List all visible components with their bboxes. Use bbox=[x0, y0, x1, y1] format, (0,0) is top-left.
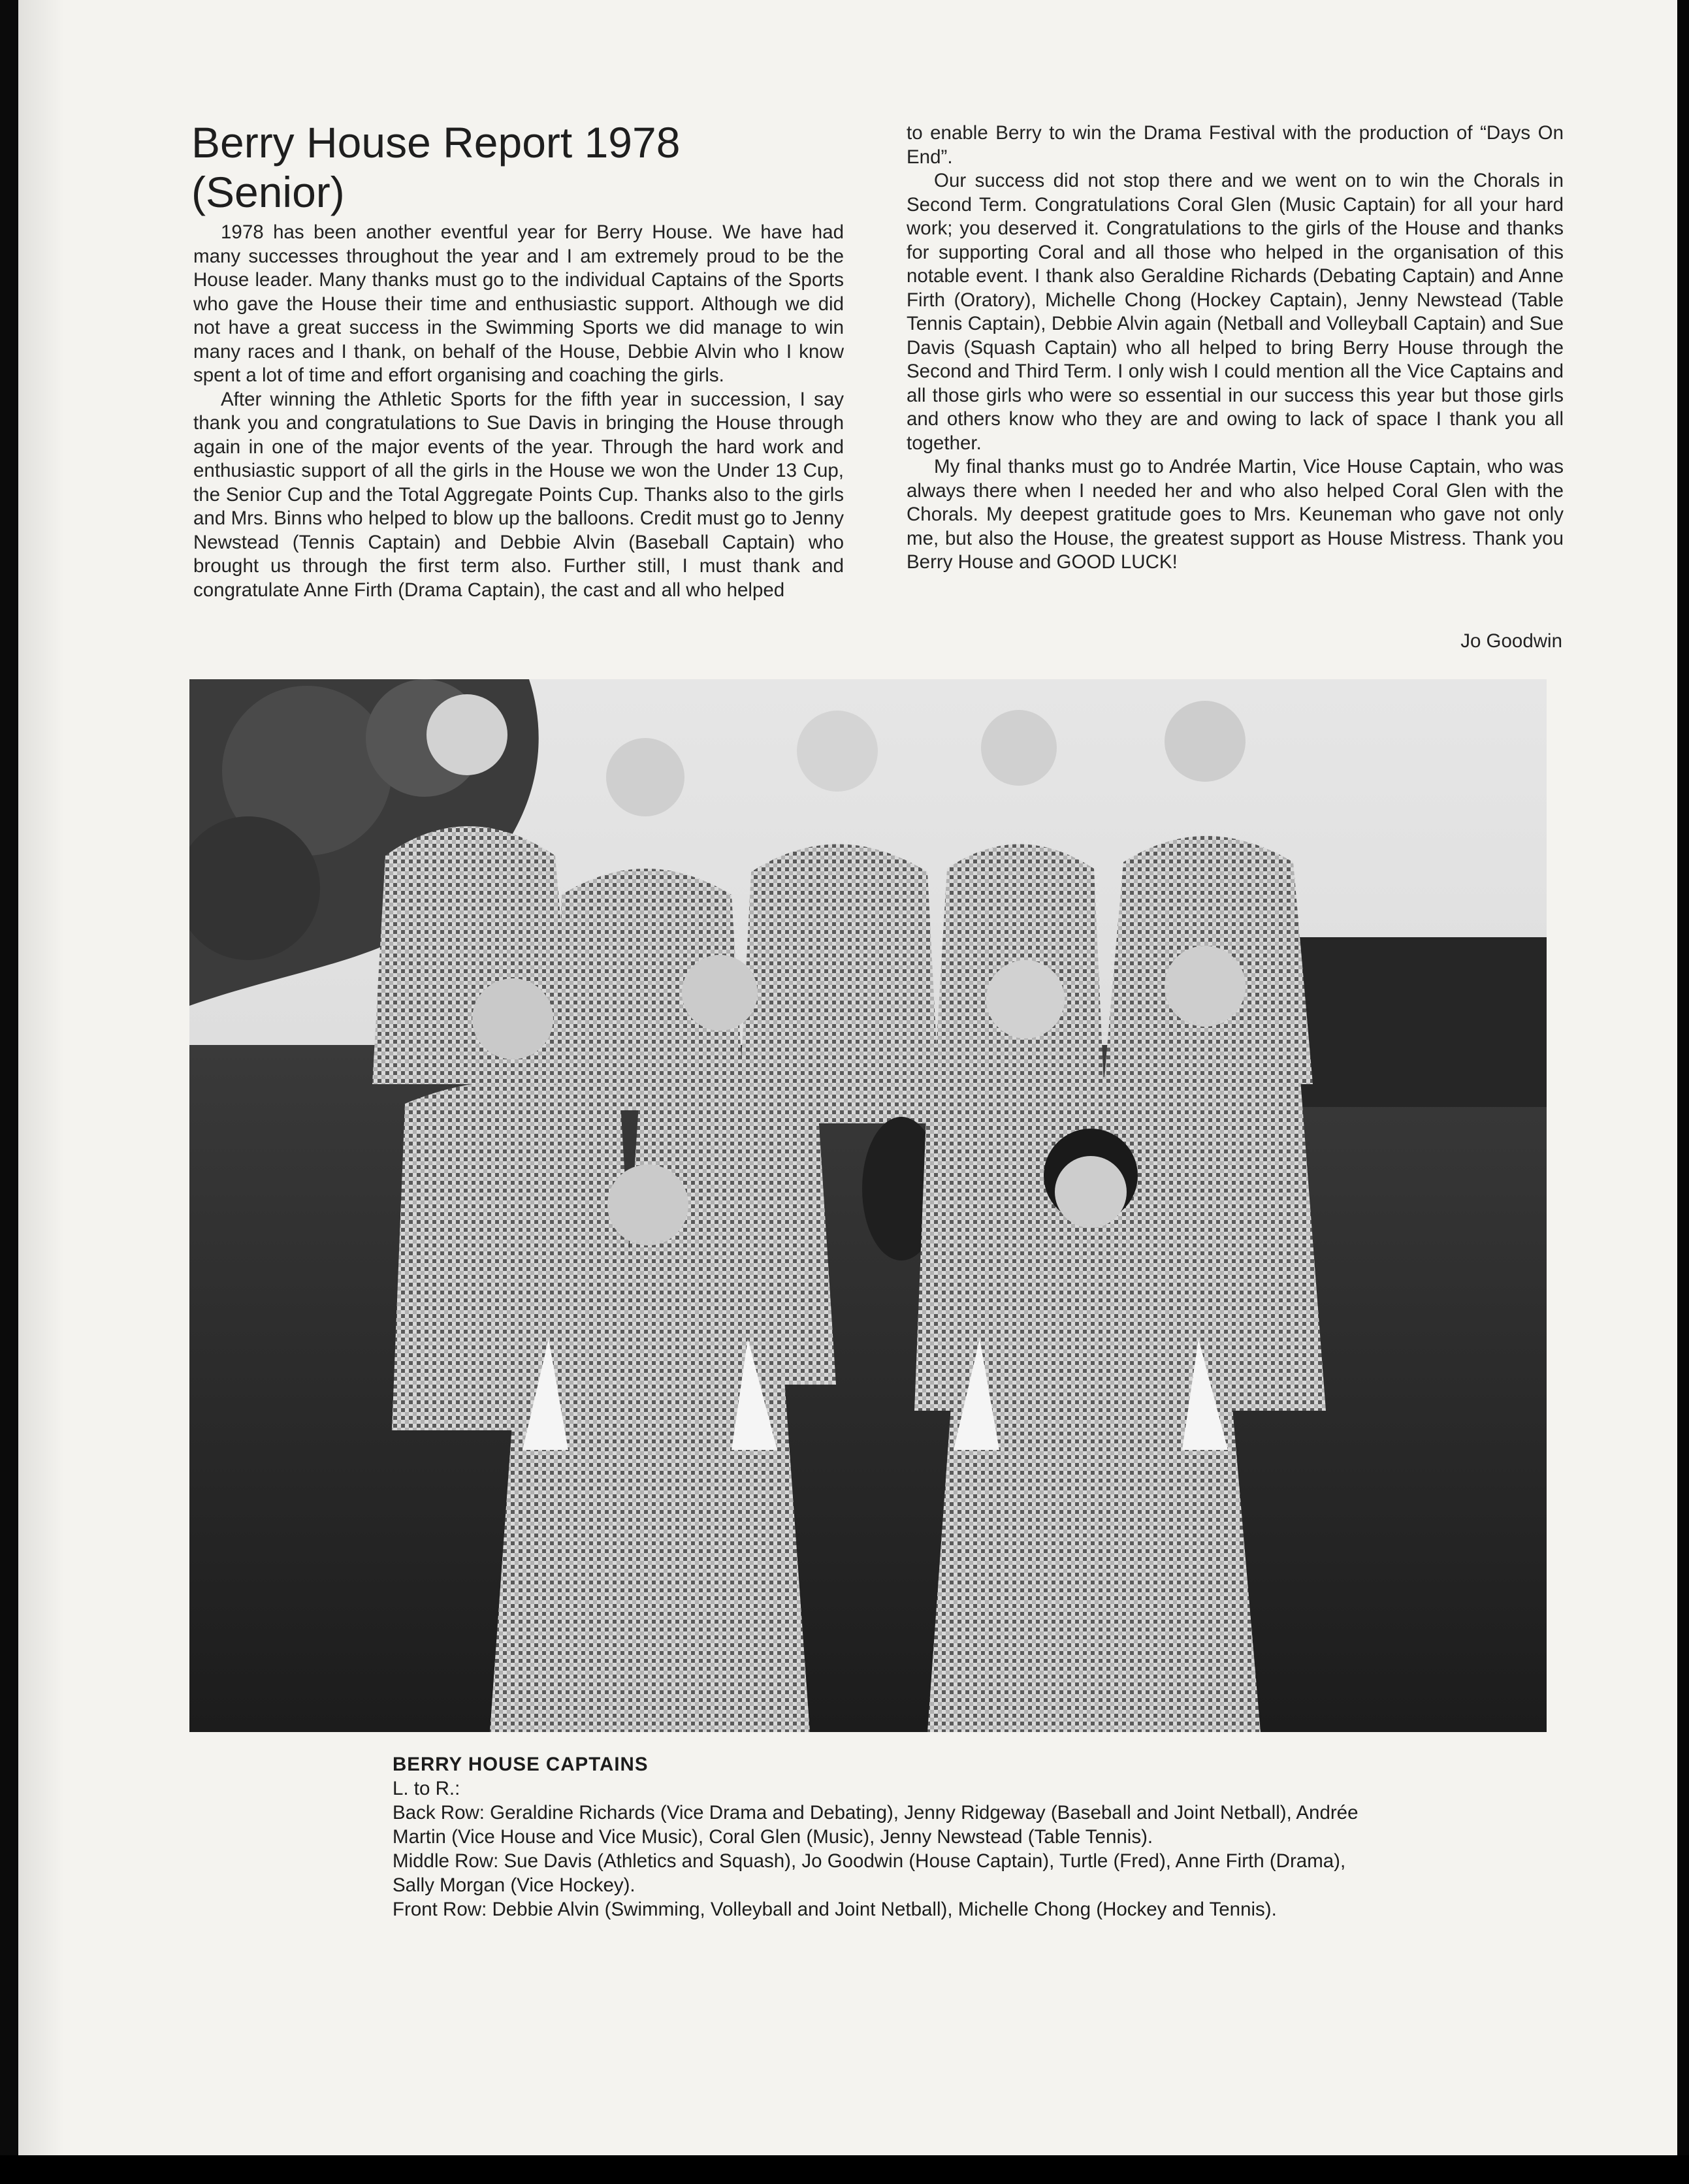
caption-front-row: Front Row: Debbie Alvin (Swimming, Volleyball and Joint Netball), Michelle Chong (Hockey and Tennis). bbox=[393, 1899, 1277, 1920]
right-column bbox=[907, 121, 1564, 575]
right-paragraph-2: Our success did not stop there and we went on to win the Chorals in Second Term. Congratulations Coral Glen (Music Captain) for all your hard work; you deserved it. Congratulations to the girls of the House and thanks for supporting Coral and all those who helped in the organisation of this notable event. I thank also Geraldine Richards (Debating Captain) and Anne Firth (Oratory), Michelle Chong (Hockey Captain), Jenny Newstead (Table Tennis Captain), Debbie Alvin again (Netball and Volleyball Captain) and Sue Davis (Squash Captain) who all helped to bring Berry House through the Second and Third Term. I only wish I could mention all the Vice Captains and all those girls who were so essential in our success this year but those girls and others know who they are and owing to lack of space I thank you all together. bbox=[907, 170, 1564, 454]
spine-shadow bbox=[18, 0, 64, 2155]
report-title-line2: (Senior) bbox=[191, 168, 345, 216]
left-column bbox=[193, 221, 844, 602]
scan-edge-bottom bbox=[0, 2155, 1689, 2184]
photo-caption bbox=[393, 1752, 1372, 1921]
group-photo bbox=[189, 679, 1547, 1732]
scan-edge-right bbox=[1677, 0, 1689, 2184]
left-paragraph-2: After winning the Athletic Sports for the fifth year in succession, I say thank you and congratulations to Sue Davis in bringing the House through again in one of the major events of the year. Through the hard work and enthusiastic support of all the girls in the House we won the Under 13 Cup, the Senior Cup and the Total Aggregate Points Cup. Thanks also to the girls and Mrs. Binns who helped to blow up the balloons. Credit must go to Jenny Newstead (Tennis Captain) and Debbie Alvin (Baseball Captain) who brought us through the first term also. Further still, I must thank and congratulate Anne Firth (Drama Captain), the cast and all who helped bbox=[193, 388, 844, 601]
report-title-line1: Berry House Report 1978 bbox=[191, 118, 681, 167]
caption-title: BERRY HOUSE CAPTAINS bbox=[393, 1754, 649, 1775]
author-signature: Jo Goodwin bbox=[1460, 630, 1562, 652]
right-paragraph-1: to enable Berry to win the Drama Festival with the production of “Days On End”. bbox=[907, 122, 1564, 168]
right-paragraph-3: My final thanks must go to Andrée Martin, Vice House Captain, who was always there when I needed her and who also helped Coral Glen with the Chorals. My deepest gratitude goes to Mrs. Keuneman who gave not only me, but also the House, the greatest support as House Mistress. Thank you Berry House and GOOD LUCK! bbox=[907, 456, 1564, 573]
caption-middle-row: Middle Row: Sue Davis (Athletics and Squash), Jo Goodwin (House Captain), Turtle (Fred), Anne Firth (Drama), Sally Morgan (Vice Hockey). bbox=[393, 1850, 1346, 1896]
caption-back-row: Back Row: Geraldine Richards (Vice Drama and Debating), Jenny Ridgeway (Baseball and Joint Netball), Andrée Martin (Vice House and Vice Music), Coral Glen (Music), Jenny Newstead (Table Tennis). bbox=[393, 1802, 1359, 1848]
report-title bbox=[191, 118, 877, 217]
caption-order: L. to R.: bbox=[393, 1778, 460, 1799]
left-paragraph-1: 1978 has been another eventful year for Berry House. We have had many successes throughout the year and I am extremely proud to be the House leader. Many thanks must go to the individual Captains of the Sports who gave the House their time and enthusiastic support. Although we did not have a great success in the Swimming Sports we did manage to win many races and I thank, on behalf of the House, Debbie Alvin who I know spent a lot of time and effort organising and coaching the girls. bbox=[193, 221, 844, 386]
